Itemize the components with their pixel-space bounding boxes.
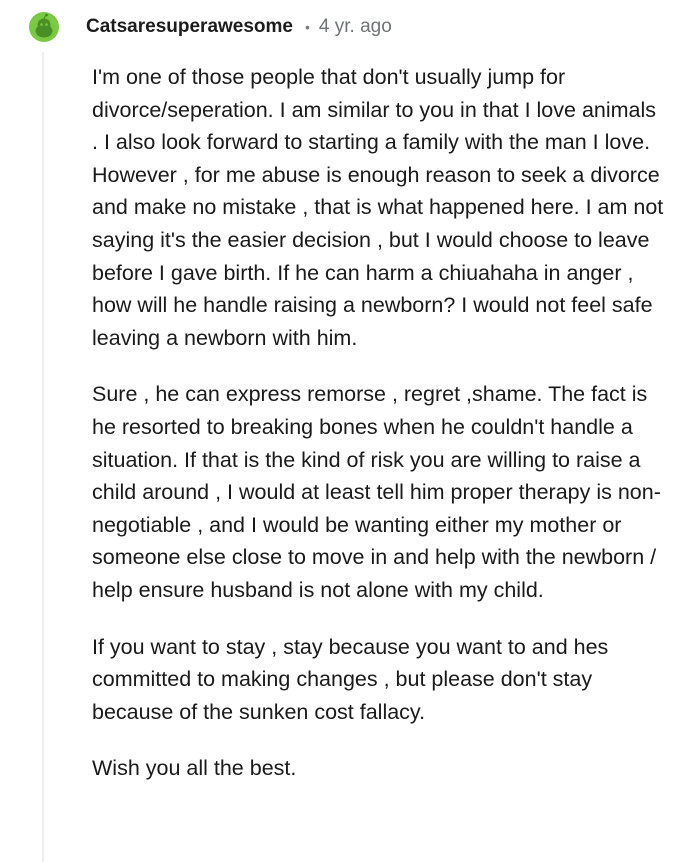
comment-header	[86, 13, 392, 41]
separator-dot: •	[305, 19, 310, 35]
comment-paragraph: Sure , he can express remorse , regret ,shame. The fact is he resorted to breaking bones when he couldn't handle a situation. If that is the kind of risk you are willing to raise a child around , I would at least tell him proper therapy is non-negotiable , and I would be wanting either my mother or someone else close to move in and help with the newborn / help ensure husband is not alone with my child.	[92, 382, 661, 602]
comment-body	[92, 61, 667, 809]
username-link[interactable]: Catsaresuperawesome	[86, 16, 293, 37]
snoo-avatar-icon[interactable]	[29, 12, 59, 42]
comment-paragraph: If you want to stay , stay because you want to and hes committed to making changes , but please don't stay because of the sunken cost fallacy.	[92, 634, 609, 724]
thread-line[interactable]	[42, 52, 44, 862]
comment-paragraph: I'm one of those people that don't usually jump for divorce/seperation. I am similar to you in that I love animals . I also look forward to starting a family with the man I love. However , for me abuse is enough reason to seek a divorce and make no mistake , that is what happened here. I am not saying it's the easier decision , but I would choose to leave before I gave birth. If he can harm a chiuahaha in anger , how will he handle raising a newborn? I would not feel safe leaving a newborn with him.	[92, 65, 664, 350]
timestamp[interactable]: 4 yr. ago	[318, 16, 392, 37]
comment-paragraph: Wish you all the best.	[92, 756, 297, 781]
